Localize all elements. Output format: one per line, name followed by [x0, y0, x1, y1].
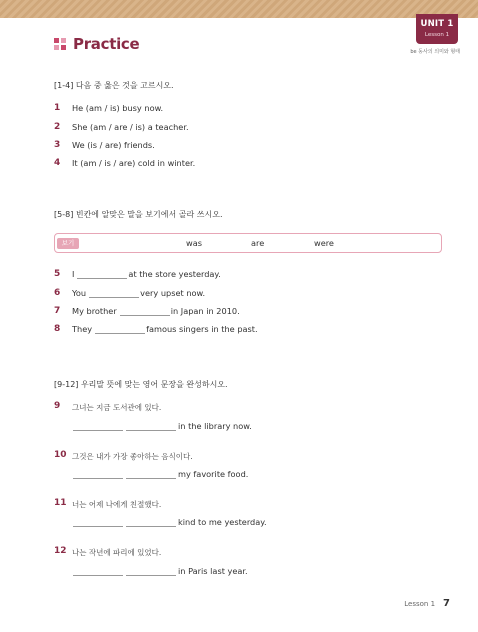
korean-prompt: 나는 작년에 파리에 있었다.: [72, 548, 162, 557]
question-1: [54, 102, 163, 114]
page-number: 7: [443, 598, 450, 609]
question-4: [54, 157, 195, 169]
question-10-number: [54, 449, 72, 461]
question-number: 9: [54, 401, 61, 411]
korean-prompt: 너는 어제 나에게 친절했다.: [72, 500, 162, 509]
section2-instruction: [5-8] 빈칸에 알맞은 말을 보기에서 골라 쓰시오.: [54, 210, 223, 219]
question-number: 10: [54, 450, 67, 460]
question-number: 4: [54, 158, 61, 168]
question-7: [54, 305, 240, 317]
word-bank-word: were: [314, 238, 334, 248]
sentence-start: You: [72, 288, 87, 298]
question-number: 12: [54, 546, 67, 556]
answer-blank[interactable]: [73, 567, 123, 576]
answer-blank[interactable]: [73, 518, 123, 527]
sentence-end: my favorite food.: [178, 469, 249, 479]
lesson-label: Lesson 1: [424, 32, 450, 38]
footer-lesson: Lesson 1: [404, 600, 436, 608]
sentence-end: famous singers in the past.: [146, 324, 258, 334]
top-decorative-bar: [0, 0, 478, 18]
page-footer: [390, 598, 450, 609]
answer-line: [72, 467, 248, 479]
answer-blank[interactable]: [73, 470, 123, 479]
answer-line: [72, 515, 267, 527]
answer-blank[interactable]: [126, 422, 176, 431]
section1-instruction: [1-4] 다음 중 옳은 것을 고르시오.: [54, 81, 174, 90]
question-9-number: [54, 400, 72, 412]
sentence-start: They: [72, 324, 93, 334]
unit-subtitle: be 동사의 의미와 형태: [410, 49, 460, 55]
answer-blank[interactable]: [95, 325, 145, 334]
word-bank-word: are: [251, 238, 265, 248]
sentence-end: in the library now.: [178, 421, 252, 431]
answer-blank[interactable]: [126, 518, 176, 527]
squares-icon: [54, 38, 66, 50]
sentence-end: in Paris last year.: [178, 566, 248, 576]
question-text: We (is / are) friends.: [72, 140, 155, 150]
question-12-number: [54, 545, 72, 557]
word-bank-box: [54, 233, 442, 253]
question-11-number: [54, 497, 72, 509]
unit-tab: [416, 14, 458, 44]
question-number: 8: [54, 324, 61, 334]
question-text: It (am / is / are) cold in winter.: [72, 158, 196, 168]
question-text: She (am / are / is) a teacher.: [72, 122, 189, 132]
page-title: Practice: [73, 35, 140, 53]
answer-blank[interactable]: [77, 270, 127, 279]
answer-line: [72, 564, 248, 576]
answer-blank[interactable]: [89, 289, 139, 298]
question-5: [54, 268, 221, 280]
sentence-end: in Japan in 2010.: [170, 306, 240, 316]
answer-blank[interactable]: [126, 567, 176, 576]
question-2: [54, 121, 189, 133]
question-number: 6: [54, 288, 61, 298]
question-number: 11: [54, 498, 67, 508]
question-number: 7: [54, 306, 61, 316]
sentence-end: very upset now.: [140, 288, 206, 298]
word-bank-label: 보기: [57, 238, 79, 249]
question-6: [54, 287, 205, 299]
korean-prompt: 그것은 내가 가장 좋아하는 음식이다.: [72, 452, 193, 461]
practice-heading: [54, 33, 139, 55]
answer-blank[interactable]: [73, 422, 123, 431]
answer-blank[interactable]: [120, 307, 170, 316]
question-number: 5: [54, 269, 61, 279]
sentence-start: I: [72, 269, 75, 279]
question-number: 2: [54, 122, 61, 132]
sentence-end: at the store yesterday.: [128, 269, 221, 279]
question-8: [54, 323, 258, 335]
sentence-start: My brother: [72, 306, 117, 316]
answer-line: [72, 419, 252, 431]
question-3: [54, 139, 155, 151]
question-text: He (am / is) busy now.: [72, 103, 164, 113]
question-number: 3: [54, 140, 61, 150]
sentence-end: kind to me yesterday.: [178, 517, 267, 527]
unit-label: UNIT 1: [420, 19, 454, 29]
answer-blank[interactable]: [126, 470, 176, 479]
word-bank-word: was: [186, 238, 202, 248]
question-number: 1: [54, 103, 61, 113]
korean-prompt: 그녀는 지금 도서관에 있다.: [72, 403, 162, 412]
section3-instruction: [9-12] 우리말 뜻에 맞는 영어 문장을 완성하시오.: [54, 380, 228, 389]
